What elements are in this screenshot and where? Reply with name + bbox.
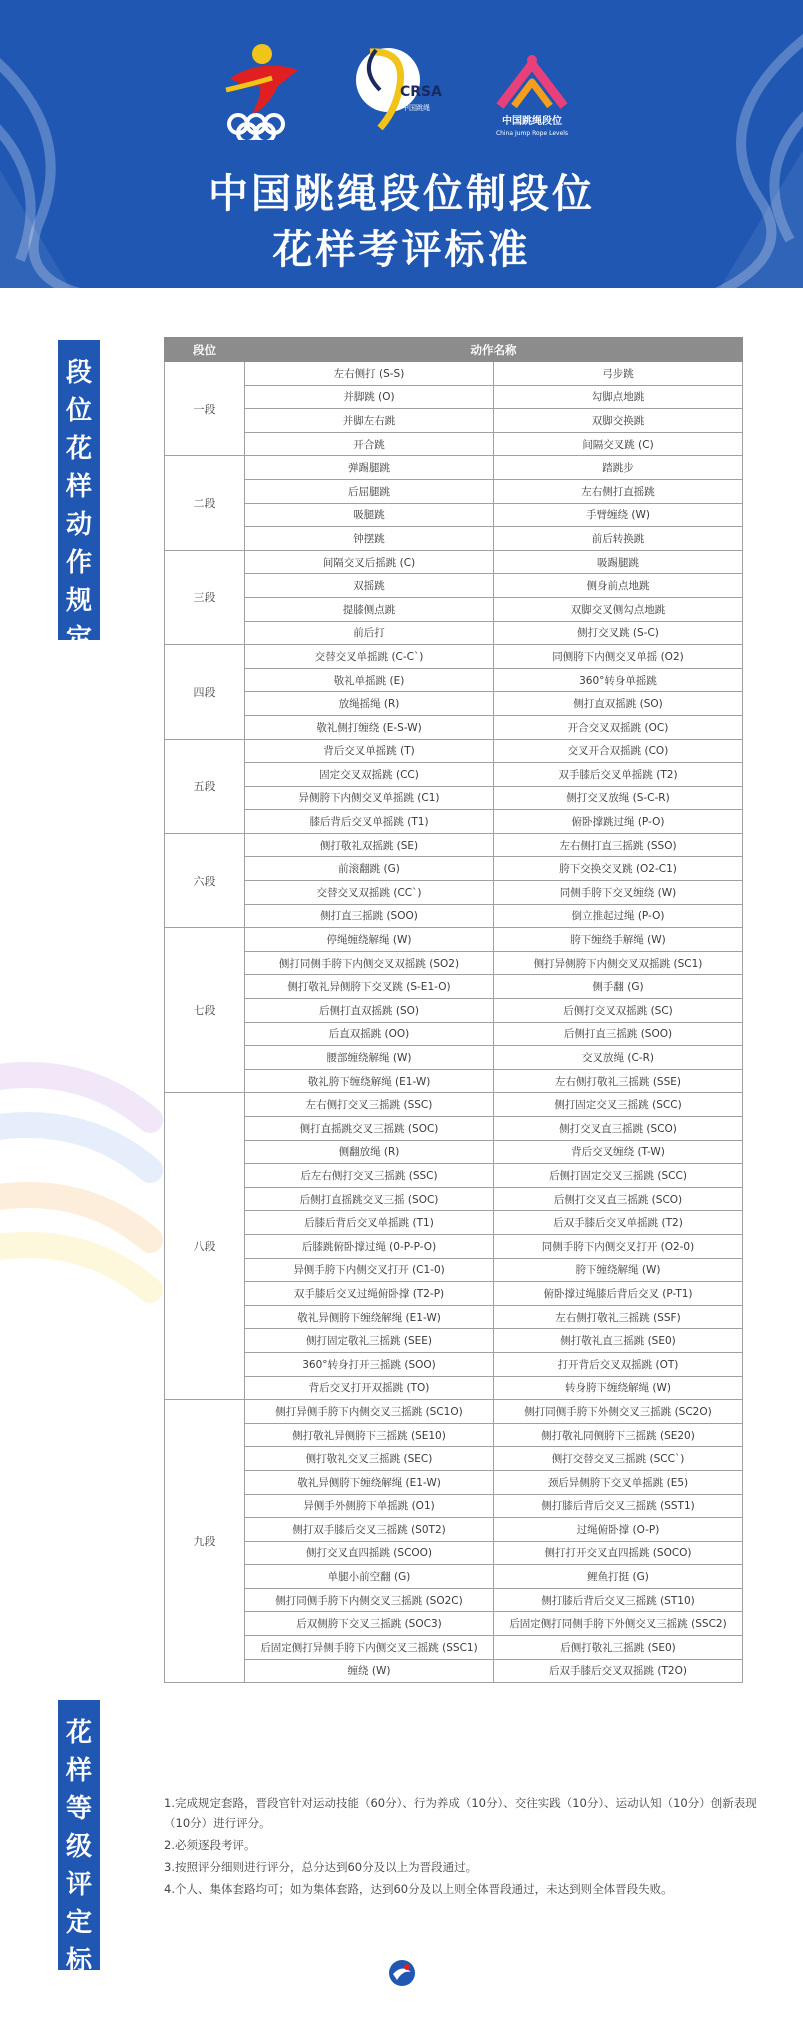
- table-row: [165, 1470, 743, 1494]
- table-row: [165, 739, 743, 763]
- action-cell: 侧打直三摇跳 (SOO): [245, 904, 494, 928]
- table-row: [165, 1541, 743, 1565]
- action-cell: 侧打交叉跳 (S-C): [494, 621, 743, 645]
- action-cell: 同侧手胯下交叉缠绕 (W): [494, 881, 743, 905]
- table-row: [165, 810, 743, 834]
- action-cell: 双摇跳: [245, 574, 494, 598]
- table-row: [165, 527, 743, 551]
- level-cell: 五段: [165, 739, 245, 833]
- table-row: [165, 385, 743, 409]
- action-cell: 侧打敬礼异侧胯下交叉跳 (S-E1-O): [245, 975, 494, 999]
- action-cell: 侧身前点地跳: [494, 574, 743, 598]
- action-cell: 异侧手外侧胯下单摇跳 (O1): [245, 1494, 494, 1518]
- table-header-row: [165, 338, 743, 362]
- action-cell: 后侧打敬礼三摇跳 (SE0): [494, 1636, 743, 1660]
- level-cell: 二段: [165, 456, 245, 550]
- action-cell: 后屈腿跳: [245, 479, 494, 503]
- page-title-line1: 中国跳绳段位制段位: [208, 171, 595, 217]
- level-cell: 四段: [165, 645, 245, 739]
- action-cell: 侧打同侧手胯下内侧交叉三摇跳 (SO2C): [245, 1588, 494, 1612]
- action-cell: 转身胯下缠绕解绳 (W): [494, 1376, 743, 1400]
- level-cell: 三段: [165, 550, 245, 644]
- action-cell: 侧打敬礼同侧胯下三摇跳 (SE20): [494, 1423, 743, 1447]
- action-cell: 侧打交叉直三摇跳 (SCO): [494, 1117, 743, 1141]
- side-label-char: 花: [65, 1718, 92, 1748]
- table-row: [165, 597, 743, 621]
- table-row: [165, 975, 743, 999]
- jump-rope-levels-logo: [482, 44, 582, 144]
- table-row: [165, 1659, 743, 1683]
- action-cell: 左右侧打 (S-S): [245, 362, 494, 386]
- note-item: 3.按照评分细则进行评分，总分达到60分及以上为晋段通过。: [164, 1860, 478, 1874]
- svg-text:中国跳绳: 中国跳绳: [402, 104, 430, 112]
- action-cell: 侧打固定敬礼三摇跳 (SEE): [245, 1329, 494, 1353]
- action-cell: 吸腿跳: [245, 503, 494, 527]
- action-cell: 前后转换跳: [494, 527, 743, 551]
- side-label-char: 标: [65, 1946, 92, 1976]
- action-cell: 后膝跳俯卧撑过绳 (0-P-P-O): [245, 1234, 494, 1258]
- side-label-char: 评: [65, 1870, 92, 1900]
- action-cell: 侧打敬礼交叉三摇跳 (SEC): [245, 1447, 494, 1471]
- table-row: [165, 1211, 743, 1235]
- action-cell: 双脚交换跳: [494, 409, 743, 433]
- level-cell: 八段: [165, 1093, 245, 1400]
- action-cell: 侧打异侧胯下内侧交叉双摇跳 (SC1): [494, 951, 743, 975]
- table-row: [165, 1164, 743, 1188]
- side-label-char: 等: [65, 1794, 92, 1824]
- header-actions: 动作名称: [245, 338, 743, 362]
- actions-table-container: [164, 337, 742, 1683]
- table-row: [165, 857, 743, 881]
- action-cell: 停绳缠绕解绳 (W): [245, 928, 494, 952]
- action-cell: 弹踢腿跳: [245, 456, 494, 480]
- action-cell: 并脚跳 (O): [245, 385, 494, 409]
- table-row: [165, 432, 743, 456]
- action-cell: 双手膝后交叉过绳俯卧撑 (T2-P): [245, 1282, 494, 1306]
- action-cell: 侧手翻 (G): [494, 975, 743, 999]
- action-cell: 侧打膝后背后交叉三摇跳 (ST10): [494, 1588, 743, 1612]
- side-label-char: 作: [65, 548, 92, 578]
- svg-text:China Jump Rope Levels: China Jump Rope Levels: [495, 130, 569, 137]
- action-cell: 手臂缠绕 (W): [494, 503, 743, 527]
- actions-table: [164, 337, 743, 1683]
- action-cell: 敬礼异侧胯下缠绕解绳 (E1-W): [245, 1470, 494, 1494]
- action-cell: 固定交叉双摇跳 (CC): [245, 763, 494, 787]
- action-cell: 后侧打直三摇跳 (SOO): [494, 1022, 743, 1046]
- action-cell: 左右侧打直摇跳: [494, 479, 743, 503]
- action-cell: 腰部缠绕解绳 (W): [245, 1046, 494, 1070]
- action-cell: 单腿小前空翻 (G): [245, 1565, 494, 1589]
- header-banner: [0, 0, 803, 288]
- table-row: [165, 1140, 743, 1164]
- table-row: [165, 1046, 743, 1070]
- action-cell: 俯卧撑过绳膝后背后交叉 (P-T1): [494, 1282, 743, 1306]
- action-cell: 侧打敬礼异侧胯下三摇跳 (SE10): [245, 1423, 494, 1447]
- side-label-char: 样: [65, 1756, 92, 1786]
- action-cell: 360°转身单摇跳: [494, 668, 743, 692]
- table-row: [165, 479, 743, 503]
- action-cell: 后膝后背后交叉单摇跳 (T1): [245, 1211, 494, 1235]
- table-row: [165, 1093, 743, 1117]
- table-row: [165, 1282, 743, 1306]
- action-cell: 胯下交换交叉跳 (O2-C1): [494, 857, 743, 881]
- action-cell: 颈后异侧胯下交叉单摇跳 (E5): [494, 1470, 743, 1494]
- action-cell: 开合跳: [245, 432, 494, 456]
- action-cell: 交替交叉单摇跳 (C-C`): [245, 645, 494, 669]
- action-cell: 交叉放绳 (C-R): [494, 1046, 743, 1070]
- header-level: 段位: [165, 338, 245, 362]
- action-cell: 背后交叉打开双摇跳 (TO): [245, 1376, 494, 1400]
- action-cell: 侧打固定交叉三摇跳 (SCC): [494, 1093, 743, 1117]
- table-row: [165, 1588, 743, 1612]
- table-row: [165, 668, 743, 692]
- side-label-char: 段: [65, 358, 92, 388]
- level-cell: 一段: [165, 362, 245, 456]
- action-cell: 胯下缠绕解绳 (W): [494, 1258, 743, 1282]
- action-cell: 勾脚点地跳: [494, 385, 743, 409]
- table-row: [165, 692, 743, 716]
- action-cell: 左右侧打交叉三摇跳 (SSC): [245, 1093, 494, 1117]
- svg-text:中国跳绳段位: 中国跳绳段位: [502, 116, 562, 127]
- action-cell: 侧打同侧手胯下外侧交叉三摇跳 (SC2O): [494, 1400, 743, 1424]
- table-row: [165, 833, 743, 857]
- table-row: [165, 1494, 743, 1518]
- action-cell: 360°转身打开三摇跳 (SOO): [245, 1352, 494, 1376]
- table-row: [165, 362, 743, 386]
- action-cell: 侧打交叉直四摇跳 (SCOO): [245, 1541, 494, 1565]
- footer-logo-icon: [387, 1958, 417, 1988]
- action-cell: 交替交叉双摇跳 (CC`): [245, 881, 494, 905]
- action-cell: 同侧手胯下内侧交叉打开 (O2-0): [494, 1234, 743, 1258]
- table-row: [165, 715, 743, 739]
- side-label-grading-standard: [58, 1700, 100, 2014]
- table-row: [165, 881, 743, 905]
- table-row: [165, 1352, 743, 1376]
- table-row: [165, 1187, 743, 1211]
- table-row: [165, 1117, 743, 1141]
- table-row: [165, 574, 743, 598]
- note-item: 4.个人、集体套路均可；如为集体套路，达到60分及以上则全体晋段通过，未达到则全体晋段失败。: [164, 1882, 673, 1896]
- action-cell: 左右侧打直三摇跳 (SSO): [494, 833, 743, 857]
- table-row: [165, 928, 743, 952]
- action-cell: 胯下缠绕手解绳 (W): [494, 928, 743, 952]
- action-cell: 吸踢腿跳: [494, 550, 743, 574]
- action-cell: 后双侧胯下交叉三摇跳 (SOC3): [245, 1612, 494, 1636]
- action-cell: 侧翻放绳 (R): [245, 1140, 494, 1164]
- action-cell: 后侧打交叉直三摇跳 (SCO): [494, 1187, 743, 1211]
- action-cell: 钟摆跳: [245, 527, 494, 551]
- table-row: [165, 1329, 743, 1353]
- page-title-line2: 花样考评标准: [272, 227, 531, 273]
- action-cell: 后左右侧打交叉三摇跳 (SSC): [245, 1164, 494, 1188]
- table-row: [165, 786, 743, 810]
- action-cell: 同侧胯下内侧交叉单摇 (O2): [494, 645, 743, 669]
- rainbow-decoration: [0, 1000, 180, 1360]
- action-cell: 鲤鱼打挺 (G): [494, 1565, 743, 1589]
- action-cell: 侧打同侧手胯下内侧交叉双摇跳 (SO2): [245, 951, 494, 975]
- sports-federation-logo: [222, 40, 304, 140]
- action-cell: 侧打敬礼直三摇跳 (SE0): [494, 1329, 743, 1353]
- action-cell: 后双手膝后交叉双摇跳 (T2O): [494, 1659, 743, 1683]
- table-row: [165, 503, 743, 527]
- crsa-logo: [350, 30, 450, 140]
- table-row: [165, 1305, 743, 1329]
- action-cell: 交叉开合双摇跳 (CO): [494, 739, 743, 763]
- action-cell: 后双手膝后交叉单摇跳 (T2): [494, 1211, 743, 1235]
- action-cell: 敬礼侧打缠绕 (E-S-W): [245, 715, 494, 739]
- action-cell: 敬礼异侧胯下缠绕解绳 (E1-W): [245, 1305, 494, 1329]
- note-item: 2.必须逐段考评。: [164, 1838, 256, 1852]
- table-row: [165, 1636, 743, 1660]
- action-cell: 后直双摇跳 (OO): [245, 1022, 494, 1046]
- table-row: [165, 1447, 743, 1471]
- table-row: [165, 1234, 743, 1258]
- table-row: [165, 999, 743, 1023]
- level-cell: 七段: [165, 928, 245, 1093]
- action-cell: 侧打打开交叉直四摇跳 (SOCO): [494, 1541, 743, 1565]
- action-cell: 侧打直摇跳交叉三摇跳 (SOC): [245, 1117, 494, 1141]
- action-cell: 踏跳步: [494, 456, 743, 480]
- action-cell: 开合交叉双摇跳 (OC): [494, 715, 743, 739]
- side-label-action-rules: [58, 340, 100, 654]
- level-cell: 九段: [165, 1400, 245, 1683]
- grading-notes: [164, 1793, 764, 1901]
- side-label-char: 花: [65, 434, 92, 464]
- action-cell: 背后交叉缠绕 (T-W): [494, 1140, 743, 1164]
- svg-text:CRSA: CRSA: [400, 84, 442, 100]
- action-cell: 侧打异侧手胯下内侧交叉三摇跳 (SC1O): [245, 1400, 494, 1424]
- action-cell: 左右侧打敬礼三摇跳 (SSF): [494, 1305, 743, 1329]
- action-cell: 侧打直双摇跳 (SO): [494, 692, 743, 716]
- logo-row: [0, 30, 803, 150]
- table-row: [165, 1376, 743, 1400]
- action-cell: 背后交叉单摇跳 (T): [245, 739, 494, 763]
- action-cell: 弓步跳: [494, 362, 743, 386]
- side-label-char: 动: [65, 510, 92, 540]
- action-cell: 过绳俯卧撑 (O-P): [494, 1518, 743, 1542]
- side-label-char: 定: [65, 624, 92, 654]
- action-cell: 后固定侧打同侧手胯下外侧交叉三摇跳 (SSC2): [494, 1612, 743, 1636]
- action-cell: 侧打交替交叉三摇跳 (SCC`): [494, 1447, 743, 1471]
- action-cell: 放绳摇绳 (R): [245, 692, 494, 716]
- table-row: [165, 951, 743, 975]
- action-cell: 提膝侧点跳: [245, 597, 494, 621]
- level-cell: 六段: [165, 833, 245, 927]
- table-row: [165, 763, 743, 787]
- action-cell: 敬礼单摇跳 (E): [245, 668, 494, 692]
- action-cell: 异侧手胯下内侧交叉打开 (C1-0): [245, 1258, 494, 1282]
- action-cell: 并脚左右跳: [245, 409, 494, 433]
- table-row: [165, 1258, 743, 1282]
- table-row: [165, 550, 743, 574]
- action-cell: 后侧打固定交叉三摇跳 (SCC): [494, 1164, 743, 1188]
- side-label-char: 准: [65, 1984, 92, 2014]
- action-cell: 前后打: [245, 621, 494, 645]
- table-row: [165, 621, 743, 645]
- action-cell: 侧打敬礼双摇跳 (SE): [245, 833, 494, 857]
- table-body: [165, 362, 743, 1683]
- action-cell: 后侧打交叉双摇跳 (SC): [494, 999, 743, 1023]
- table-row: [165, 1565, 743, 1589]
- action-cell: 后侧打直摇跳交叉三摇 (SOC): [245, 1187, 494, 1211]
- action-cell: 敬礼胯下缠绕解绳 (E1-W): [245, 1069, 494, 1093]
- action-cell: 侧打双手膝后交叉三摇跳 (S0T2): [245, 1518, 494, 1542]
- table-row: [165, 1069, 743, 1093]
- side-label-char: 级: [65, 1832, 92, 1862]
- action-cell: 侧打交叉放绳 (S-C-R): [494, 786, 743, 810]
- table-row: [165, 904, 743, 928]
- note-item: 1.完成规定套路，晋段官针对运动技能（60分）、行为养成（10分）、交往实践（10分）、运动认知（10分）创新表现（10分）进行评分。: [164, 1796, 757, 1830]
- side-label-char: 位: [65, 396, 92, 426]
- table-row: [165, 645, 743, 669]
- action-cell: 左右侧打敬礼三摇跳 (SSE): [494, 1069, 743, 1093]
- action-cell: 缠绕 (W): [245, 1659, 494, 1683]
- action-cell: 双手膝后交叉单摇跳 (T2): [494, 763, 743, 787]
- action-cell: 俯卧撑跳过绳 (P-O): [494, 810, 743, 834]
- action-cell: 异侧胯下内侧交叉单摇跳 (C1): [245, 786, 494, 810]
- side-label-char: 定: [65, 1908, 92, 1938]
- action-cell: 间隔交叉后摇跳 (C): [245, 550, 494, 574]
- action-cell: 前滚翻跳 (G): [245, 857, 494, 881]
- action-cell: 膝后背后交叉单摇跳 (T1): [245, 810, 494, 834]
- table-row: [165, 456, 743, 480]
- action-cell: 双脚交叉侧勾点地跳: [494, 597, 743, 621]
- action-cell: 倒立推起过绳 (P-O): [494, 904, 743, 928]
- side-label-char: 规: [65, 586, 92, 616]
- table-row: [165, 1022, 743, 1046]
- table-row: [165, 1612, 743, 1636]
- side-label-char: 样: [65, 472, 92, 502]
- table-row: [165, 409, 743, 433]
- action-cell: 打开背后交叉双摇跳 (OT): [494, 1352, 743, 1376]
- table-row: [165, 1518, 743, 1542]
- action-cell: 后固定侧打异侧手胯下内侧交叉三摇跳 (SSC1): [245, 1636, 494, 1660]
- action-cell: 后侧打直双摇跳 (SO): [245, 999, 494, 1023]
- action-cell: 侧打膝后背后交叉三摇跳 (SST1): [494, 1494, 743, 1518]
- table-row: [165, 1400, 743, 1424]
- action-cell: 间隔交叉跳 (C): [494, 432, 743, 456]
- table-row: [165, 1423, 743, 1447]
